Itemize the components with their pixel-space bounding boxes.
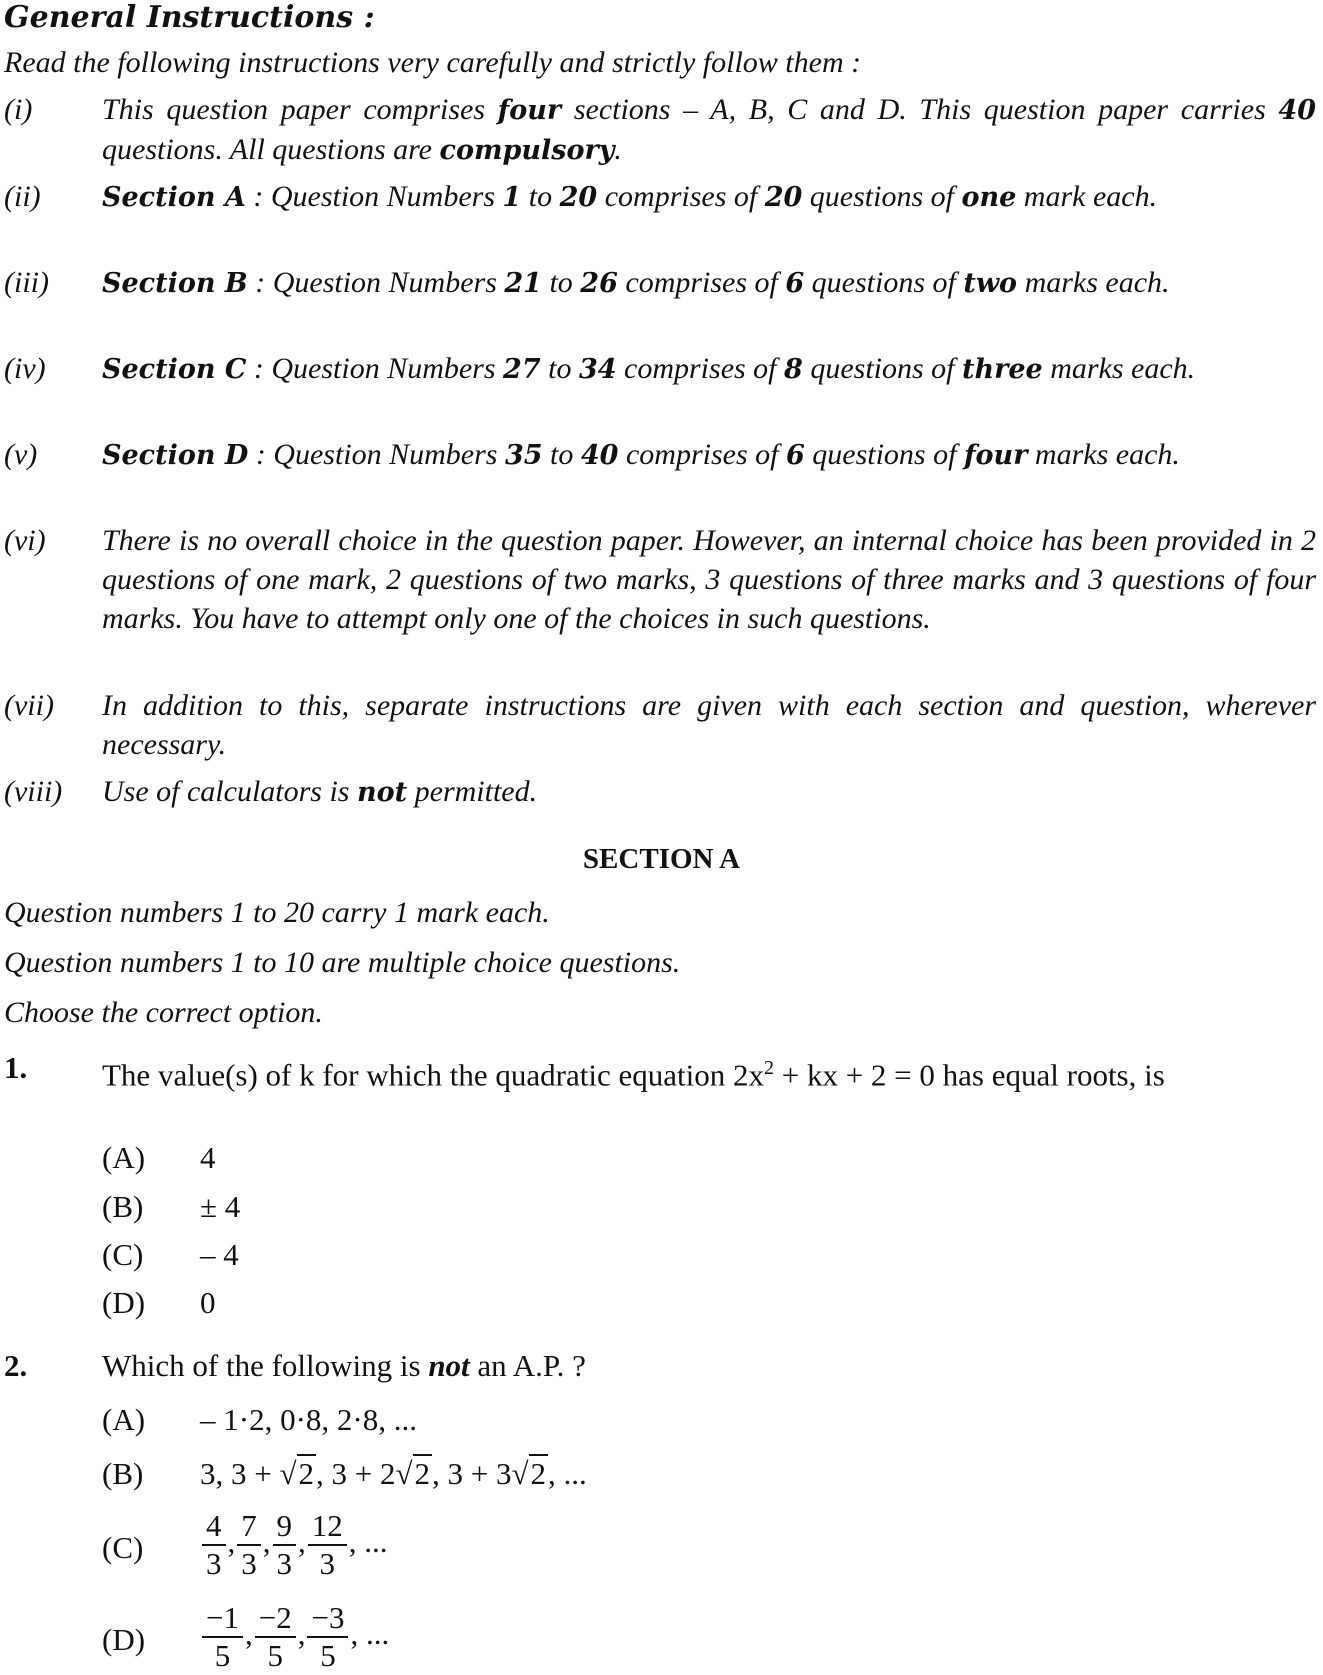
option-label: (C) (102, 1530, 144, 1565)
section-note: Choose the correct option. (4, 996, 323, 1029)
question-number: 1. (4, 1050, 28, 1085)
sqrt-symbol: √2 (395, 1456, 430, 1491)
option-value: 0 (200, 1285, 216, 1320)
section-a-heading: SECTION A (582, 843, 741, 875)
instruction-number: (vi) (4, 524, 46, 557)
option-value: ± 4 (200, 1189, 241, 1224)
instruction-number: (v) (4, 438, 38, 471)
option-label: (C) (102, 1237, 144, 1272)
question-text: The value(s) of k for which the quadratic equation $2x^2$ + kx + 2 = 0 has equal roots, is (102, 1057, 1165, 1093)
option-label: (A) (102, 1402, 146, 1437)
instruction-number: (vii) (4, 689, 54, 722)
instruction-number: (viii) (4, 775, 63, 808)
instruction-number: (ii) (4, 180, 41, 213)
instruction-text: There is no overall choice in the question paper. However, an internal choice has been provided in 2 questions of one mark, 2 questions of two marks, 3 questions of three marks and 3 questions of four marks. You have to attempt only one of the choices in such questions. (102, 524, 1316, 635)
general-instructions-title: General Instructions : (4, 0, 375, 35)
option-label: (A) (102, 1140, 146, 1175)
option-label: (D) (102, 1285, 146, 1320)
option-value: $\frac{-1}{5}$ , $\frac{-2}{5}$ , $\frac{-3}{5}$ , ... (200, 1600, 389, 1674)
fraction: $\frac{-1}{5}$ (202, 1600, 243, 1674)
fraction: $\frac{9}{3}$ (273, 1508, 297, 1582)
instruction-text: Section D : Question Numbers 35 to 40 comprises of 6 questions of four marks each. (102, 438, 1180, 471)
option-value: 3, 3 + √2, 3 + 2√2, 3 + 3√2, ... (200, 1456, 587, 1491)
fraction: $\frac{-2}{5}$ (255, 1600, 296, 1674)
instruction-number: (iv) (4, 352, 46, 385)
option-value: 4 (200, 1140, 216, 1175)
instruction-number: (i) (4, 93, 33, 126)
option-value: – 4 (200, 1237, 239, 1272)
question-text: Which of the following is not an A.P. ? (102, 1348, 586, 1383)
sqrt-symbol: √2 (279, 1456, 314, 1491)
fraction: $\frac{7}{3}$ (237, 1508, 261, 1582)
section-note: Question numbers 1 to 10 are multiple choice questions. (4, 946, 681, 979)
fraction: $\frac{12}{3}$ (308, 1508, 347, 1582)
general-instructions-lead: Read the following instructions very carefully and strictly follow them : (4, 46, 862, 79)
option-value: – 1·2, 0·8, 2·8, ... (200, 1402, 417, 1437)
sqrt-symbol: √2 (511, 1456, 546, 1491)
instruction-number: (iii) (4, 266, 49, 299)
section-note: Question numbers 1 to 20 carry 1 mark each. (4, 896, 550, 929)
instruction-text: Section A : Question Numbers 1 to 20 comprises of 20 questions of one mark each. (102, 180, 1158, 213)
instruction-text: Section B : Question Numbers 21 to 26 comprises of 6 questions of two marks each. (102, 266, 1170, 299)
option-label: (D) (102, 1622, 146, 1657)
option-value: $\frac{4}{3}$ , $\frac{7}{3}$ , $\frac{9}{3}$ , $\frac{12}{3}$ , ... (200, 1508, 388, 1582)
instruction-text: In addition to this, separate instructions are given with each section and question, wherever necessary. (102, 689, 1316, 761)
instruction-text: Use of calculators is not permitted. (102, 775, 538, 808)
fraction: $\frac{4}{3}$ (202, 1508, 226, 1582)
option-label: (B) (102, 1456, 144, 1491)
instruction-text: This question paper comprises four sections – A, B, C and D. This question paper carries 40 questions. All questions are compulsory. (102, 93, 1316, 166)
fraction: $\frac{-3}{5}$ (307, 1600, 348, 1674)
question-number: 2. (4, 1348, 28, 1383)
instruction-text: Section C : Question Numbers 27 to 34 comprises of 8 questions of three marks each. (102, 352, 1196, 385)
option-label: (B) (102, 1189, 144, 1224)
